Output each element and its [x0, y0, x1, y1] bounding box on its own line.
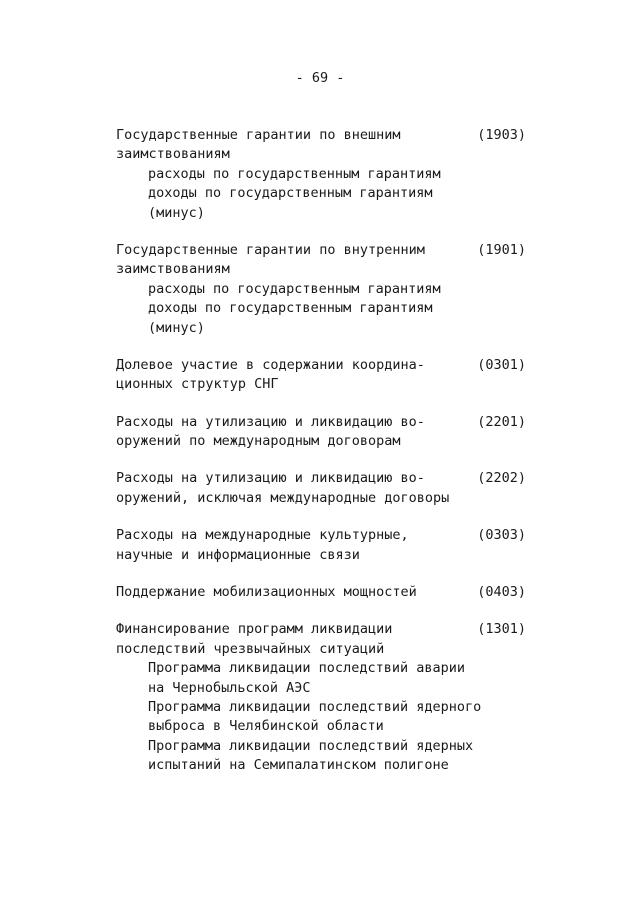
entry-title-line: Государственные гарантии по внутренним: [116, 241, 425, 258]
budget-code: (1903): [477, 127, 526, 143]
budget-entry: [116, 583, 526, 602]
entry-sub-line: доходы по государственным гарантиям: [148, 300, 433, 317]
budget-code: (2201): [477, 413, 526, 430]
entry-title-line: Расходы на международные культурные,: [116, 527, 409, 544]
entry-title-line: оружений по международным договорам: [116, 433, 401, 450]
entry-title-line: последствий чрезвычайных ситуаций: [116, 640, 385, 657]
entry-sub-line: (минус): [148, 319, 205, 336]
entry-sub-line: Программа ликвидации последствий аварии: [148, 660, 465, 677]
entry-title-line: Государственные гарантии по внешним: [116, 127, 401, 143]
entry-sub-line: расходы по государственным гарантиям: [148, 280, 441, 297]
budget-code: (0403): [477, 584, 526, 601]
budget-entry: [116, 469, 526, 508]
entry-title-line: научные и информационные связи: [116, 546, 360, 563]
budget-code: (1301): [477, 621, 526, 638]
budget-entry: [116, 413, 526, 452]
budget-entry: [116, 356, 526, 395]
entry-sub-line: (минус): [148, 204, 205, 221]
entry-title-line: Поддержание мобилизационных мощностей: [116, 584, 417, 601]
budget-code: (0301): [477, 356, 526, 373]
budget-entry: [116, 526, 526, 565]
entry-title-line: Расходы на утилизацию и ликвидацию во-: [116, 413, 425, 430]
entry-sub-line: испытаний на Семипалатинском полигоне: [148, 757, 449, 774]
entry-title-line: Расходы на утилизацию и ликвидацию во-: [116, 470, 425, 487]
entry-sub-line: Программа ликвидации последствий ядерных: [148, 737, 474, 754]
entry-title-line: оружений, исключая международные договоры: [116, 489, 450, 506]
budget-code: (2202): [477, 470, 526, 487]
budget-code: (0303): [477, 527, 526, 544]
entry-title-line: заимствованиям: [116, 261, 230, 278]
entry-sub-line: доходы по государственным гарантиям: [148, 185, 433, 202]
entry-sub-line: на Чернобыльской АЭС: [148, 679, 311, 696]
budget-entry: [116, 241, 526, 338]
entry-title-line: Финансирование программ ликвидации: [116, 621, 393, 638]
entry-sub-line: Программа ликвидации последствий ядерного: [148, 698, 482, 715]
budget-code: (1901): [477, 241, 526, 258]
entry-title-line: Долевое участие в содержании координа-: [116, 356, 425, 373]
budget-entries-list: [116, 126, 526, 794]
entry-title-line: ционных структур СНГ: [116, 376, 279, 393]
budget-entry: [116, 126, 526, 223]
entry-sub-line: выброса в Челябинской области: [148, 718, 384, 735]
entry-title-line: заимствованиям: [116, 146, 230, 163]
budget-entry: [116, 620, 526, 775]
page-number: - 69 -: [295, 70, 345, 86]
entry-sub-line: расходы по государственным гарантиям: [148, 165, 441, 182]
